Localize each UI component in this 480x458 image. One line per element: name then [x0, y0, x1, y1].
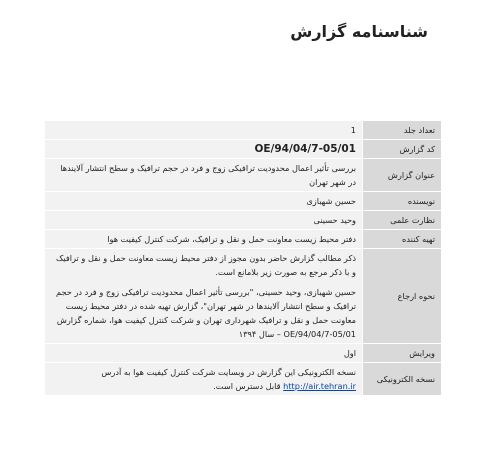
citation-reference: حسین شهبازی، وحید حسینی، "بررسی تأثیر اعمال محدودیت ترافیکی زوج و فرد در حجم ترافیک و سطح انتشار آلایندها در شهر تهران"، گزارش تهیه شده در دفتر محیط زیست معاونت حمل و نقل و ترافیک شهرداری تهران و شرکت کنترل کیفیت هوا، شماره گزارش OE/94/04/7-05/01 – سال ۱۳۹۴	[56, 287, 356, 339]
table-row-edition	[45, 344, 442, 363]
volumes-value: 1	[45, 121, 363, 140]
report-title-label: عنوان گزارش	[363, 159, 442, 192]
page-title: شناسنامه گزارش	[290, 22, 428, 41]
edition-label: ویرایش	[363, 344, 442, 363]
table-row-supervisor	[45, 211, 442, 230]
report-title-value: بررسی تأثیر اعمال محدودیت ترافیکی زوج و فرد در حجم ترافیک و سطح انتشار آلایندها در شهر تهران	[45, 159, 363, 192]
table-row-citation	[45, 249, 442, 344]
volumes-label: تعداد جلد	[363, 121, 442, 140]
author-label: نویسنده	[363, 192, 442, 211]
table-row-title	[45, 159, 442, 192]
prepared-by-value: دفتر محیط زیست معاونت حمل و نقل و ترافیک، شرکت کنترل کیفیت هوا	[45, 230, 363, 249]
table-row-volumes	[45, 121, 442, 140]
table-row-electronic	[45, 363, 442, 396]
table-row-author	[45, 192, 442, 211]
supervisor-label: نظارت علمی	[363, 211, 442, 230]
website-link[interactable]: http://air.tehran.ir	[283, 381, 356, 391]
table-row-prepared-by	[45, 230, 442, 249]
electronic-label: نسخه الکترونیکی	[363, 363, 442, 396]
citation-permission: ذکر مطالب گزارش حاضر بدون مجوز از دفتر محیط زیست معاونت حمل و نقل و ترافیک و با ذکر مرجع به صورت زیر بلامانع است.	[56, 253, 356, 277]
electronic-availability: قابل دسترس است.	[213, 381, 281, 391]
citation-label: نحوه ارجاع	[363, 249, 442, 344]
supervisor-value: وحید حسینی	[45, 211, 363, 230]
report-id-table	[44, 120, 442, 396]
electronic-text: نسخه الکترونیکی این گزارش در وبسایت شرکت کنترل کیفیت هوا به آدرس	[101, 367, 356, 377]
table-row-code	[45, 140, 442, 159]
code-value: OE/94/04/7-05/01	[254, 143, 356, 155]
code-label: کد گزارش	[363, 140, 442, 159]
edition-value: اول	[45, 344, 363, 363]
prepared-by-label: تهیه کننده	[363, 230, 442, 249]
author-value: حسین شهبازی	[45, 192, 363, 211]
